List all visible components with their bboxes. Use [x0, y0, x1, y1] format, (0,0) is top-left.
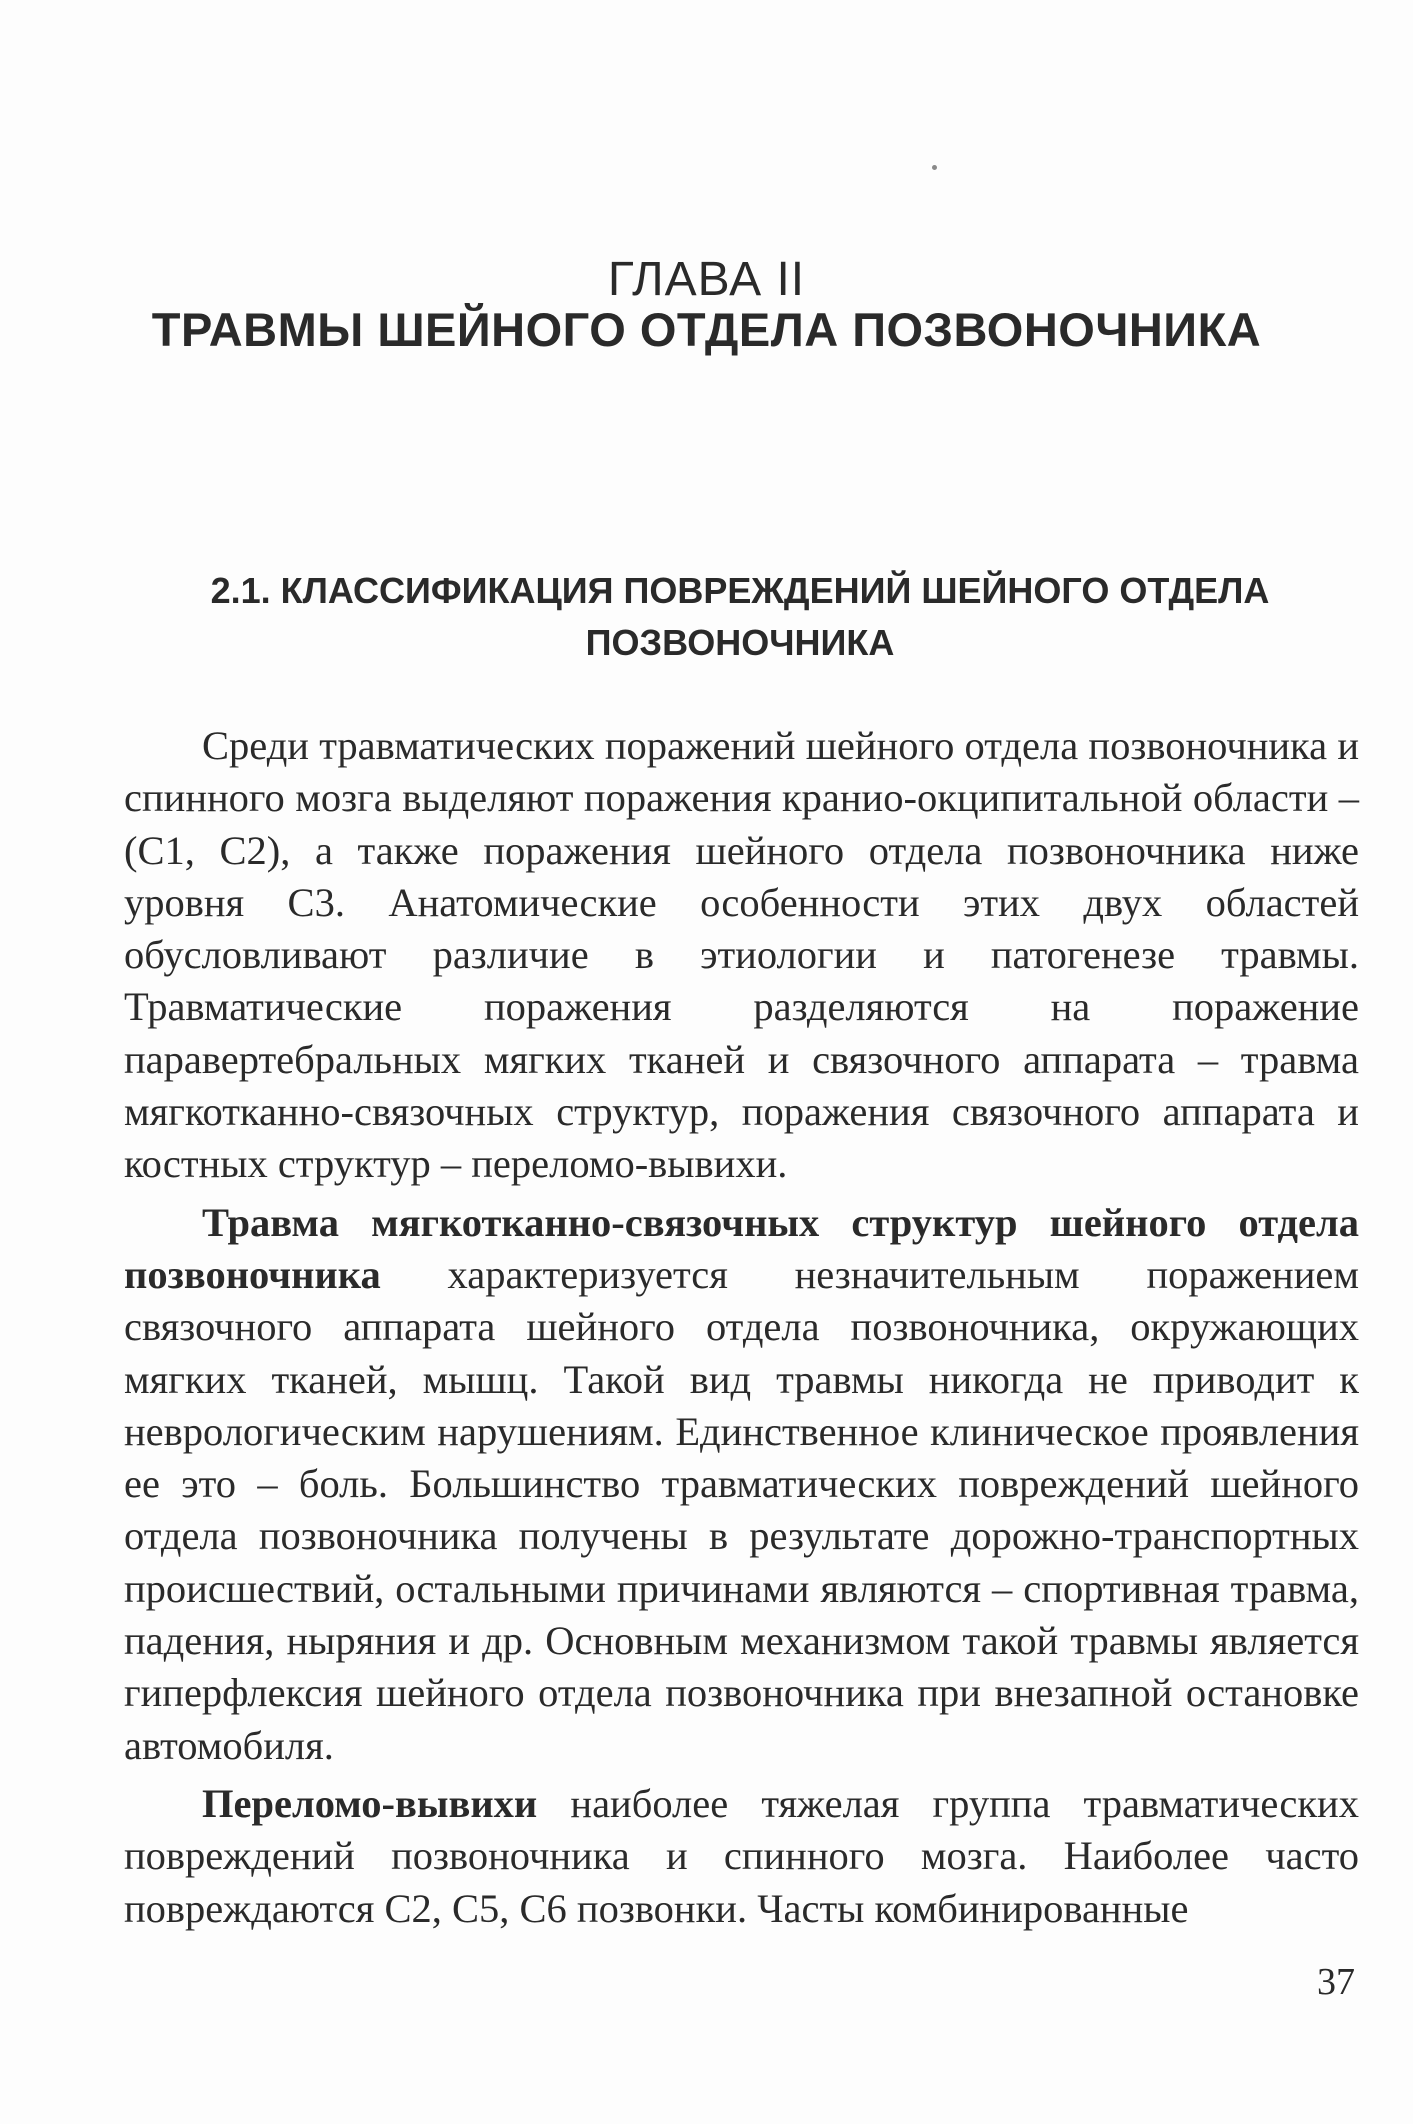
section-heading-line-1: 2.1. КЛАССИФИКАЦИЯ ПОВРЕЖДЕНИЙ ШЕЙНОГО ОТДЕЛА [210, 570, 1270, 611]
paragraph-2-bold-term: Травма мягкотканно-связочных структур шейного отдела позвоночника [124, 1199, 1359, 1297]
paragraph-2 [124, 1197, 1359, 1772]
page-number: 37 [1317, 1961, 1355, 2003]
chapter-title: ТРАВМЫ ШЕЙНОГО ОТДЕЛА ПОЗВОНОЧНИКА [151, 303, 1262, 356]
body-text [124, 720, 1359, 1935]
chapter-label: ГЛАВА II [607, 253, 806, 306]
paragraph-2-text: характеризуется незначительным поражением связочного аппарата шейного отдела позвоночника, окружающих мягких тканей, мышц. Такой вид травмы никогда не приводит к неврологическим нарушениям. Единственное клиническое проявления ее это – боль. Большинство травматических повреждений шейного отдела позвоночника получены в результате дорожно-транспортных происшествий, остальными причинами являются – спортивная травма, падения, ныряния и др. Основным механизмом такой травмы является гиперфлексия шейного отдела позвоночника при внезапной остановке автомобиля. [124, 1251, 1359, 1768]
paragraph-1: Среди травматических поражений шейного отдела позвоночника и спинного мозга выделяют поражения кранио-окципитальной области – (С1, С2), а также поражения шейного отдела позвоночника ниже уровня С3. Анатомические особенности этих двух областей обусловливают различие в этиологии и патогенезе травмы. Травматические поражения разделяются на поражение паравертебральных мягких тканей и связочного аппарата – травма мягкотканно-связочных структур, поражения связочного аппарата и костных структур – переломо-вывихи. [124, 723, 1359, 1187]
paragraph-3 [124, 1778, 1359, 1935]
paragraph-3-bold-term: Переломо-вывихи [202, 1780, 538, 1826]
section-heading-line-2: ПОЗВОНОЧНИКА [585, 622, 895, 663]
scan-speck [932, 165, 937, 170]
paragraph-3-text: наиболее тяжелая группа травматических повреждений позвоночника и спинного мозга. Наиболее часто повреждаются С2, С5, С6 позвонки. Часты комбинированные [124, 1780, 1359, 1931]
section-heading [140, 565, 1340, 669]
